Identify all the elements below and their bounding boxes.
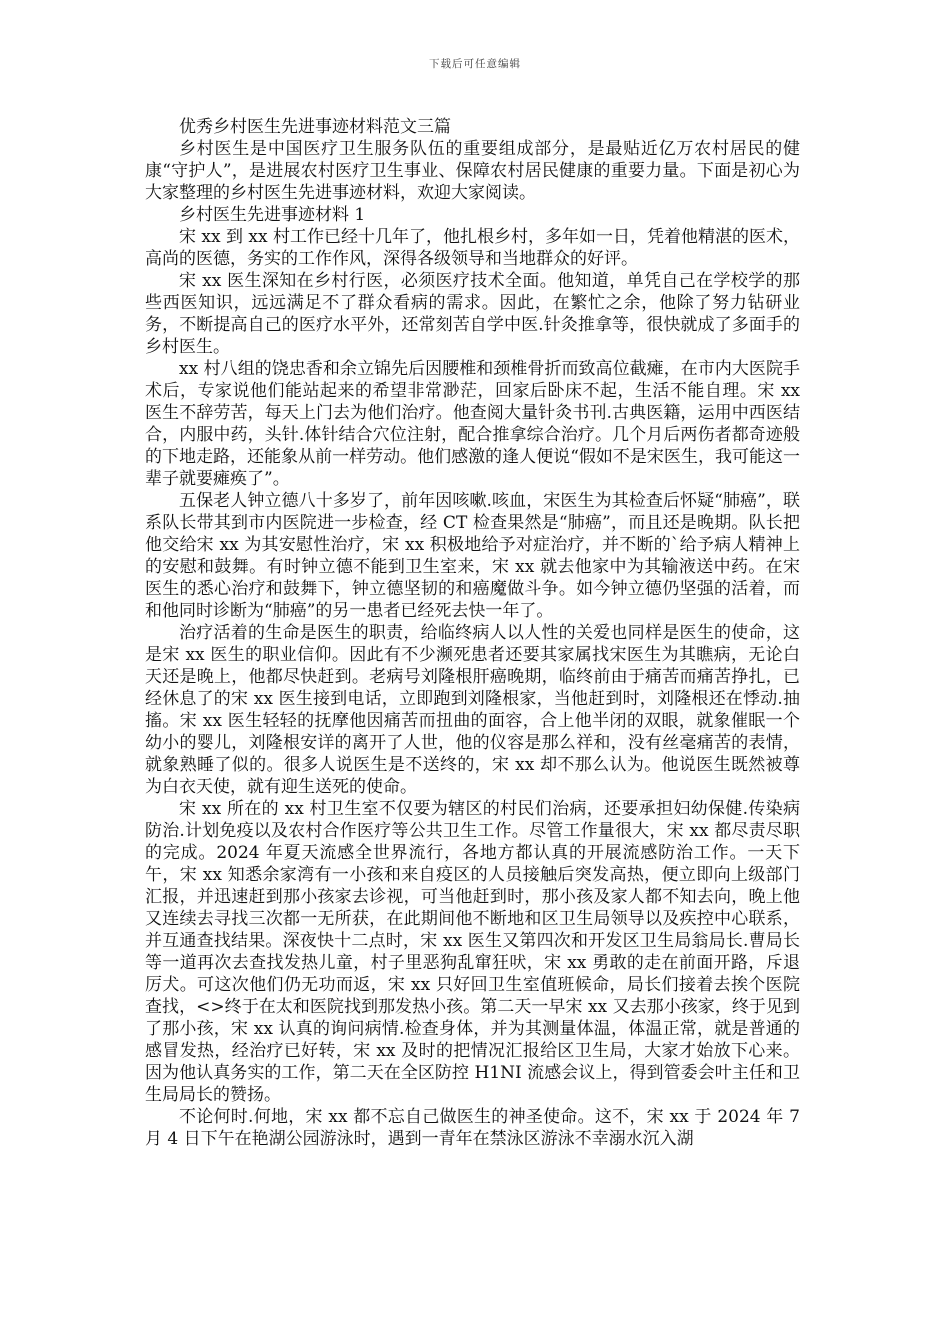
document-title: 优秀乡村医生先进事迹材料范文三篇	[179, 117, 451, 137]
body-paragraph: 宋 xx 到 xx 村工作已经十几年了，他扎根乡村，多年如一日，凭着他精湛的医术，高尚的医德，务实的工作作风，深得各级领导和当地群众的好评。	[145, 227, 800, 269]
body-paragraph: 不论何时.何地，宋 xx 都不忘自己做医生的神圣使命。这不，宋 xx 于 2024 年 7 月 4 日下午在艳湖公园游泳时，遇到一青年在禁泳区游泳不幸溺水沉入湖	[145, 1107, 800, 1149]
document-body	[145, 116, 800, 1150]
intro-paragraph: 乡村医生是中国医疗卫生服务队伍的重要组成部分，是最贴近亿万农村居民的健康“守护人”，是进展农村医疗卫生事业、保障农村居民健康的重要力量。下面是初心为大家整理的乡村医生先进事迹材料，欢迎大家阅读。	[145, 139, 800, 203]
page-header: 下载后可任意编辑	[429, 58, 521, 70]
body-paragraph: 五保老人钟立德八十多岁了，前年因咳嗽.咳血，宋医生为其检查后怀疑“肺癌”，联系队长带其到市内医院进一步检查，经 CT 检查果然是“肺癌”，而且还是晚期。队长把他交给宋 xx 为其安慰性治疗，宋 xx 积极地给予对症治疗，并不断的`给予病人精神上的安慰和鼓舞。有时钟立德不能到卫生室来，宋 xx 就去他家中为其输液送中药。在宋医生的悉心治疗和鼓舞下，钟立德坚韧的和癌魔做斗争。如今钟立德仍坚强的活着，而和他同时诊断为“肺癌”的另一患者已经死去快一年了。	[145, 491, 800, 621]
body-paragraph: 宋 xx 医生深知在乡村行医，必须医疗技术全面。他知道，单凭自己在学校学的那些西医知识，远远满足不了群众看病的需求。因此，在繁忙之余，他除了努力钻研业务，不断提高自己的医疗水平外，还常刻苦自学中医.针灸推拿等，很快就成了多面手的乡村医生。	[145, 271, 800, 357]
body-paragraph: 治疗活着的生命是医生的职责，给临终病人以人性的关爱也同样是医生的使命，这是宋 xx 医生的职业信仰。因此有不少濒死患者还要其家属找宋医生为其瞧病，无论白天还是晚上，他都尽快赶到。老病号刘隆根肝癌晚期，临终前由于痛苦而痛苦挣扎，已经休息了的宋 xx 医生接到电话，立即跑到刘隆根家，当他赶到时，刘隆根还在悸动.抽搐。宋 xx 医生轻轻的抚摩他因痛苦而扭曲的面容，合上他半闭的双眼，就象催眠一个幼小的婴儿，刘隆根安详的离开了人世，他的仪容是那么祥和，没有丝毫痛苦的表情，就象熟睡了似的。很多人说医生是不送终的，宋 xx 却不那么认为。他说医生既然被尊为白衣天使，就有迎生送死的使命。	[145, 623, 800, 797]
body-paragraph: xx 村八组的饶忠香和余立锦先后因腰椎和颈椎骨折而致高位截瘫，在市内大医院手术后，专家说他们能站起来的希望非常渺茫，回家后卧床不起，生活不能自理。宋 xx 医生不辞劳苦，每天上门去为他们治疗。他查阅大量针灸书刊.古典医籍，运用中西医结合，内服中药，头针.体针结合穴位注射，配合推拿综合治疗。几个月后两伤者都奇迹般的下地走路，还能象从前一样劳动。他们感激的逢人便说“假如不是宋医生，我可能这一辈子就要瘫痪了”。	[145, 359, 800, 489]
body-paragraph: 宋 xx 所在的 xx 村卫生室不仅要为辖区的村民们治病，还要承担妇幼保健.传染病防治.计划免疫以及农村合作医疗等公共卫生工作。尽管工作量很大，宋 xx 都尽责尽职的完成。2024 年夏天流感全世界流行，各地方都认真的开展流感防治工作。一天下午，宋 xx 知悉余家湾有一小孩和来自疫区的人员接触后突发高热，便立即向上级部门汇报，并迅速赶到那小孩家去诊视，可当他赶到时，那小孩及家人都不知去向，晚上他又连续去寻找三次都一无所获，在此期间他不断地和区卫生局领导以及疾控中心联系，并互通查找结果。深夜快十二点时，宋 xx 医生又第四次和开发区卫生局翁局长.曹局长等一道再次去查找发热儿童，村子里恶狗乱窜狂吠，宋 xx 勇敢的走在前面开路，斥退厉犬。可这次他们仍无功而返，宋 xx 只好回卫生室值班候命，局长们接着去挨个医院查找，<>终于在太和医院找到那发热小孩。第二天一早宋 xx 又去那小孩家，终于见到了那小孩，宋 xx 认真的询问病情.检查身体，并为其测量体温，体温正常，就是普通的感冒发热，经治疗已好转，宋 xx 及时的把情况汇报给区卫生局，大家才始放下心来。因为他认真务实的工作，第二天在全区防控 H1NI 流感会议上，得到管委会叶主任和卫生局局长的赞扬。	[145, 799, 800, 1105]
section-title: 乡村医生先进事迹材料 1	[179, 205, 366, 225]
